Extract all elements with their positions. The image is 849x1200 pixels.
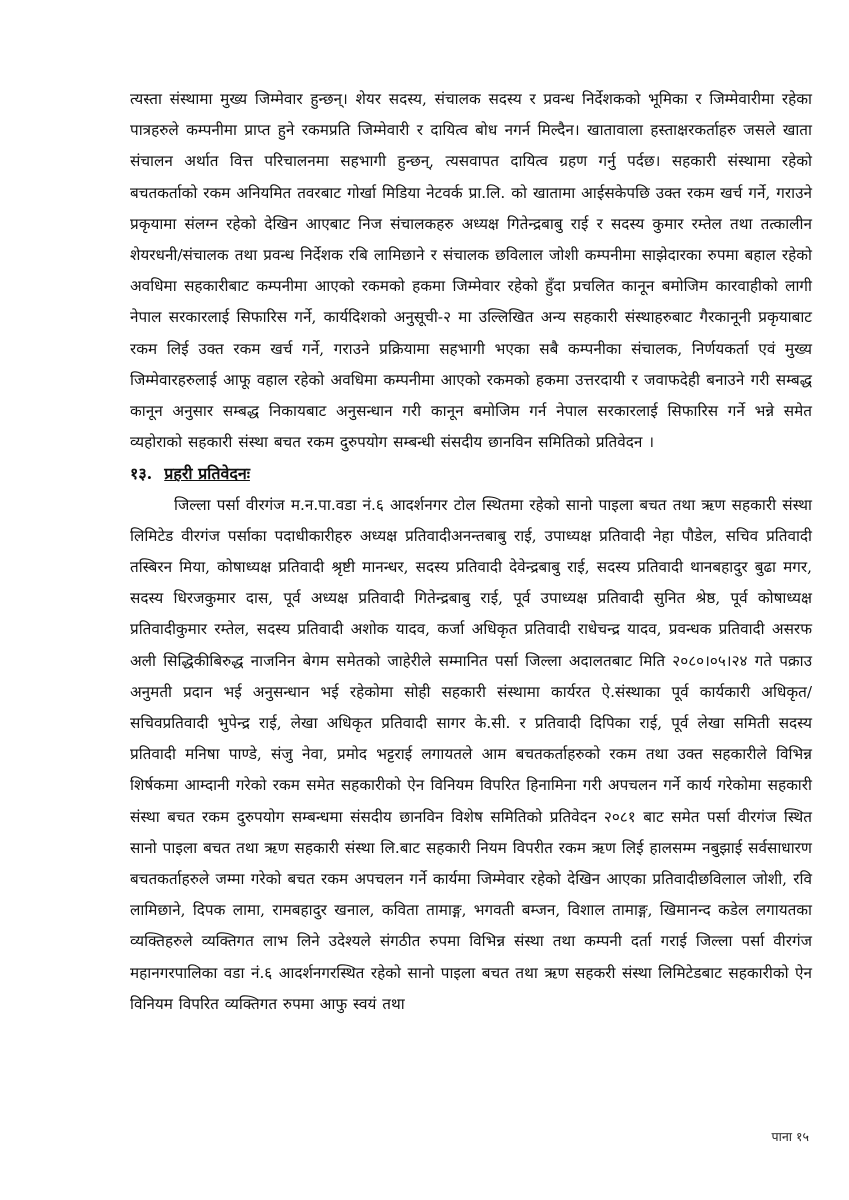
body-paragraph-1: त्यस्ता संस्थामा मुख्य जिम्मेवार हुन्छन्। शेयर सदस्य, संचालक सदस्य र प्रवन्ध निर्देशकको भूमिका र जिम्मेवारीमा रहेका पात्रहरुले कम्पनीमा प्राप्त हुने रकमप्रति जिम्मेवारी र दायित्व बोध नगर्न मिल्दैन। खातावाला हस्ताक्षरकर्ताहरु जसले खाता संचालन अर्थात वित्त परिचालनमा सहभागी हुन्छन्, त्यसवापत दायित्व ग्रहण गर्नु पर्दछ। सहकारी संस्थामा रहेको बचतकर्ताको रकम अनियमित तवरबाट गोर्खा मिडिया नेटवर्क प्रा.लि. को खातामा आईसकेपछि उक्त रकम खर्च गर्ने, गराउने प्रकृयामा संलग्न रहेको देखिन आएबाट निज संचालकहरु अध्यक्ष गितेन्द्रबाबु राई र सदस्य कुमार रम्तेल तथा तत्कालीन शेयरधनी/संचालक तथा प्रवन्ध निर्देशक रबि लामिछाने र संचालक छविलाल जोशी कम्पनीमा साझेदारका रुपमा बहाल रहेको अवधिमा सहकारीबाट कम्पनीमा आएको रकमको हकमा जिम्मेवार रहेको हुँदा प्रचलित कानून बमोजिम कारवाहीको लागी नेपाल सरकारलाई सिफारिस गर्ने, कार्यदिशको अनुसूची-२ मा उल्लिखित अन्य सहकारी संस्थाहरुबाट गैरकानूनी प्रकृयाबाट रकम लिई उक्त रकम खर्च गर्ने, गराउने प्रक्रियामा सहभागी भएका सबै कम्पनीका संचालक, निर्णयकर्ता एवं मुख्य जिम्मेवारहरुलाई आफू वहाल रहेको अवधिमा कम्पनीमा आएको रकमको हकमा उत्तरदायी र जवाफदेही बनाउने गरी सम्बद्ध कानून अनुसार सम्बद्ध निकायबाट अनुसन्धान गरी कानून बमोजिम गर्न नेपाल सरकारलाई सिफारिस गर्ने भन्ने समेत व्यहोराको सहकारी संस्था बचत रकम दुरुपयोग सम्बन्धी संसदीय छानविन समितिको प्रतिवेदन । xyxy=(130,90,812,452)
section-heading xyxy=(130,458,812,489)
section-title: प्रहरी प्रतिवेदनः xyxy=(164,464,250,484)
body-paragraph-2: जिल्ला पर्सा वीरगंज म.न.पा.वडा नं.६ आदर्शनगर टोल स्थितमा रहेको सानो पाइला बचत तथा ऋण सहकारी संस्था लिमिटेड वीरगंज पर्साका पदाधीकारीहरु अध्यक्ष प्रतिवादीअनन्तबाबु राई, उपाध्यक्ष प्रतिवादी नेहा पौडेल, सचिव प्रतिवादी तस्बिरन मिया, कोषाध्यक्ष प्रतिवादी श्रृष्टी मानन्धर, सदस्य प्रतिवादी देवेन्द्रबाबु राई, सदस्य प्रतिवादी थानबहादुर बुढा मगर, सदस्य धिरजकुमार दास, पूर्व अध्यक्ष प्रतिवादी गितेन्द्रबाबु राई, पूर्व उपाध्यक्ष प्रतिवादी सुनित श्रेष्ठ, पूर्व कोषाध्यक्ष प्रतिवादीकुमार रम्तेल, सदस्य प्रतिवादी अशोक यादव, कर्जा अधिकृत प्रतिवादी राधेचन्द्र यादव, प्रवन्धक प्रतिवादी असरफ अली सिद्धिकीबिरुद्ध नाजनिन बेगम समेतको जाहेरीले सम्मानित पर्सा जिल्ला अदालतबाट मिति २०८०।०५।२४ गते पक्राउ अनुमती प्रदान भई अनुसन्धान भई रहेकोमा सोही सहकारी संस्थामा कार्यरत ऐ.संस्थाका पूर्व कार्यकारी अधिकृत/सचिवप्रतिवादी भुपेन्द्र राई, लेखा अधिकृत प्रतिवादी सागर के.सी. र प्रतिवादी दिपिका राई, पूर्व लेखा समिती सदस्य प्रतिवादी मनिषा पाण्डे, संजु नेवा, प्रमोद भट्टराई लगायतले आम बचतकर्ताहरुको रकम तथा उक्त सहकारीले विभिन्न शिर्षकमा आम्दानी गरेको रकम समेत सहकारीको ऐन विनियम विपरित हिनामिना गरी अपचलन गर्ने कार्य गरेकोमा सहकारी संस्था बचत रकम दुरुपयोग सम्बन्धमा संसदीय छानविन विशेष समितिको प्रतिवेदन २०८१ बाट समेत पर्सा वीरगंज स्थित सानो पाइला बचत तथा ऋण सहकारी संस्था लि.बाट सहकारी नियम विपरीत रकम ऋण लिई हालसम्म नबुझाई सर्वसाधारण बचतकर्ताहरुले जम्मा गरेको बचत रकम अपचलन गर्ने कार्यमा जिम्मेवार रहेको देखिन आएका प्रतिवादीछविलाल जोशी, रवि लामिछाने, दिपक लामा, रामबहादुर खनाल, कविता तामाङ्ग, भगवती बम्जन, विशाल तामाङ्ग, खिमानन्द कडेल लगायतका व्यक्तिहरुले व्यक्तिगत लाभ लिने उदेश्यले संगठीत रुपमा विभिन्न संस्था तथा कम्पनी दर्ता गराई जिल्ला पर्सा वीरगंज महानगरपालिका वडा नं.६ आदर्शनगरस्थित रहेको सानो पाइला बचत तथा ऋण सहकरी संस्था लिमिटेडबाट सहकारीको ऐन विनियम विपरित व्यक्तिगत रुपमा आफु स्वयं तथा xyxy=(130,495,812,1013)
section-number: १३. xyxy=(130,464,153,484)
document-page xyxy=(130,84,812,1020)
page-number: पाना १५ xyxy=(771,1129,809,1144)
